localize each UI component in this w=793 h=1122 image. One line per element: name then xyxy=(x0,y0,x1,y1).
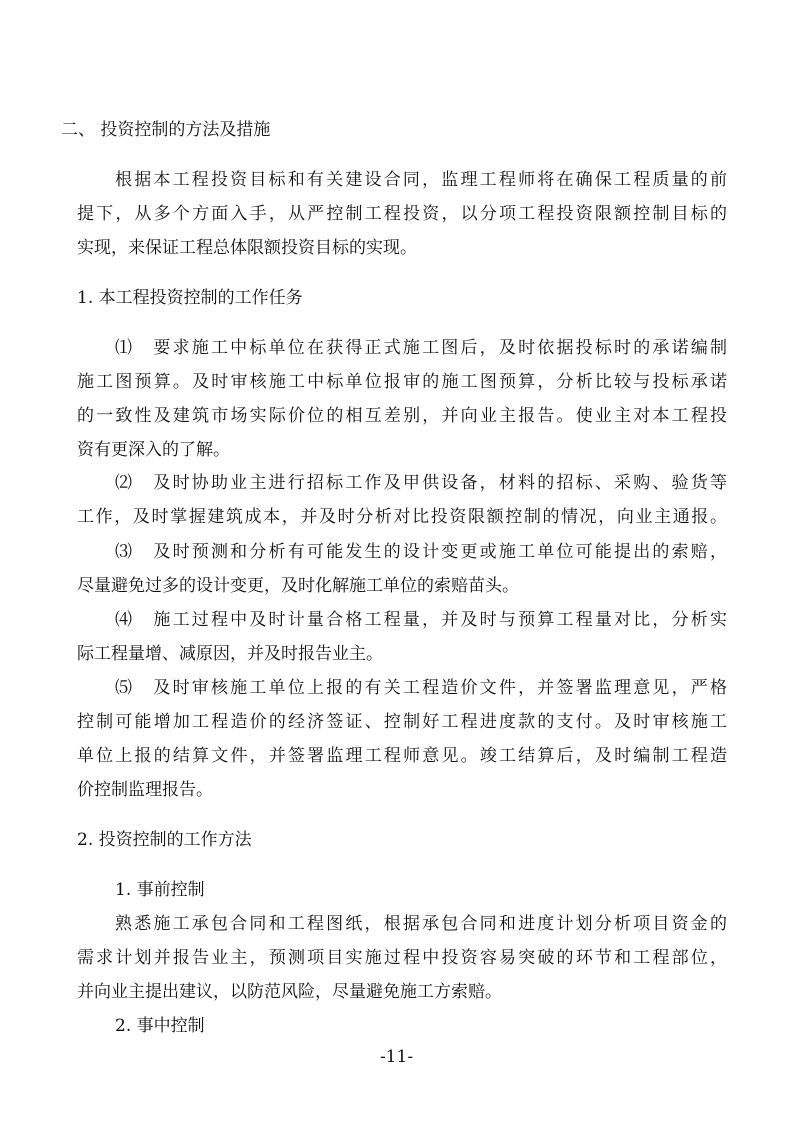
item-3-line-2: 尽量避免过多的设计变更，及时化解施工单位的索赔苗头。 xyxy=(77,576,519,596)
pre-control-line-2: 需求计划并报告业主，预测项目实施过程中投资容易突破的环节和工程部位， xyxy=(77,948,727,968)
item-4-line-2: 际工程量增、减原因，并及时报告业主。 xyxy=(77,644,383,664)
heading-work-tasks: 1. 本工程投资控制的工作任务 xyxy=(77,288,303,308)
subheading-mid-control: 2. 事中控制 xyxy=(115,1016,205,1036)
item-4-line-1: ⑷ 施工过程中及时计量合格工程量，并及时与预算工程量对比，分析实 xyxy=(115,610,727,630)
item-1-line-1: ⑴ 要求施工中标单位在获得正式施工图后，及时依据投标时的承诺编制 xyxy=(115,338,727,358)
heading-work-methods: 2. 投资控制的工作方法 xyxy=(77,830,252,850)
intro-line-1: 根据本工程投资目标和有关建设合同，监理工程师将在确保工程质量的前 xyxy=(115,170,727,190)
item-5-line-4: 价控制监理报告。 xyxy=(77,780,213,800)
page-number: -11- xyxy=(379,1047,414,1067)
subheading-pre-control: 1. 事前控制 xyxy=(115,880,205,900)
pre-control-line-1: 熟悉施工承包合同和工程图纸，根据承包合同和进度计划分析项目资金的 xyxy=(115,914,727,934)
item-5-line-2: 控制可能增加工程造价的经济签证、控制好工程进度款的支付。及时审核施工 xyxy=(77,712,727,732)
section-title: 二、 投资控制的方法及措施 xyxy=(61,120,271,140)
item-5-line-3: 单位上报的结算文件，并签署监理工程师意见。竣工结算后，及时编制工程造 xyxy=(77,746,727,766)
item-5-line-1: ⑸ 及时审核施工单位上报的有关工程造价文件，并签署监理意见，严格 xyxy=(115,678,727,698)
item-2-line-1: ⑵ 及时协助业主进行招标工作及甲供设备，材料的招标、采购、验货等 xyxy=(115,473,727,493)
item-3-line-1: ⑶ 及时预测和分析有可能发生的设计变更或施工单位可能提出的索赔， xyxy=(115,542,727,562)
intro-line-3: 实现，来保证工程总体限额投资目标的实现。 xyxy=(77,238,417,258)
pre-control-line-3: 并向业主提出建议，以防范风险，尽量避免施工方索赔。 xyxy=(77,982,502,1002)
item-2-line-2: 工作，及时掌握建筑成本，并及时分析对比投资限额控制的情况，向业主通报。 xyxy=(77,507,727,527)
item-1-line-4: 资有更深入的了解。 xyxy=(77,440,230,460)
intro-line-2: 提下，从多个方面入手，从严控制工程投资，以分项工程投资限额控制目标的 xyxy=(77,204,727,224)
item-1-line-3: 的一致性及建筑市场实际价位的相互差别，并向业主报告。使业主对本工程投 xyxy=(77,406,727,426)
item-1-line-2: 施工图预算。及时审核施工中标单位报审的施工图预算，分析比较与投标承诺 xyxy=(77,372,727,392)
